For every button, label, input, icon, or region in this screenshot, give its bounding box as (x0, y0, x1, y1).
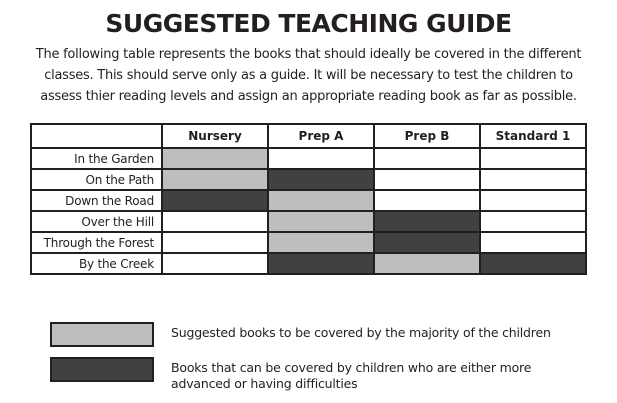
table-cell-suggested (268, 211, 374, 232)
table-row (31, 190, 586, 211)
intro-line: assess thier reading levels and assign an appropriate reading book as far as possible. (40, 89, 577, 104)
table-row (31, 232, 586, 253)
table-row (31, 169, 586, 190)
table-row (31, 253, 586, 274)
table-cell-suggested (162, 169, 268, 190)
row-label: Through the Forest (31, 232, 162, 253)
legend-label-line: advanced or having difficulties (171, 376, 358, 391)
table-cell-empty (374, 148, 480, 169)
table-row (31, 211, 586, 232)
table-cell-empty (162, 211, 268, 232)
table-cell-empty (480, 232, 586, 253)
intro-line: The following table represents the books that should ideally be covered in the different (35, 47, 582, 62)
legend-swatch-suggested (50, 322, 154, 347)
table-cell-suggested (268, 232, 374, 253)
table-cell-advanced (374, 211, 480, 232)
table-cell-empty (480, 169, 586, 190)
table-cell-empty (480, 190, 586, 211)
table-cell-suggested (374, 253, 480, 274)
table-cell-empty (480, 148, 586, 169)
table-cell-suggested (268, 190, 374, 211)
column-header-nursery: Nursery (162, 124, 268, 148)
table-header-row (31, 124, 586, 148)
table-cell-empty (480, 211, 586, 232)
table-cell-advanced (480, 253, 586, 274)
column-header-standard-1: Standard 1 (480, 124, 586, 148)
table-row (31, 148, 586, 169)
table-cell-advanced (268, 169, 374, 190)
row-label: In the Garden (31, 148, 162, 169)
row-label: Down the Road (31, 190, 162, 211)
table-body (31, 148, 586, 274)
row-label: By the Creek (31, 253, 162, 274)
intro-paragraph (20, 44, 597, 107)
table-cell-advanced (268, 253, 374, 274)
page-title: SUGGESTED TEACHING GUIDE (105, 9, 512, 38)
row-label: On the Path (31, 169, 162, 190)
column-header-prep-b: Prep B (374, 124, 480, 148)
legend-label-line: Books that can be covered by children who are either more (171, 360, 532, 375)
legend-label-advanced (171, 360, 591, 392)
column-header-prep-a: Prep A (268, 124, 374, 148)
legend-label-suggested: Suggested books to be covered by the majority of the children (171, 325, 551, 340)
row-label: Over the Hill (31, 211, 162, 232)
teaching-guide-table (30, 123, 587, 275)
table-cell-empty (162, 253, 268, 274)
table-cell-empty (268, 148, 374, 169)
table-cell-empty (374, 190, 480, 211)
table-cell-empty (374, 169, 480, 190)
table-cell-suggested (162, 148, 268, 169)
table-cell-empty (162, 232, 268, 253)
legend-swatch-advanced (50, 357, 154, 382)
table-cell-advanced (374, 232, 480, 253)
table-corner-cell (31, 124, 162, 148)
intro-line: classes. This should serve only as a guide. It will be necessary to test the children to (44, 68, 573, 83)
table-cell-advanced (162, 190, 268, 211)
